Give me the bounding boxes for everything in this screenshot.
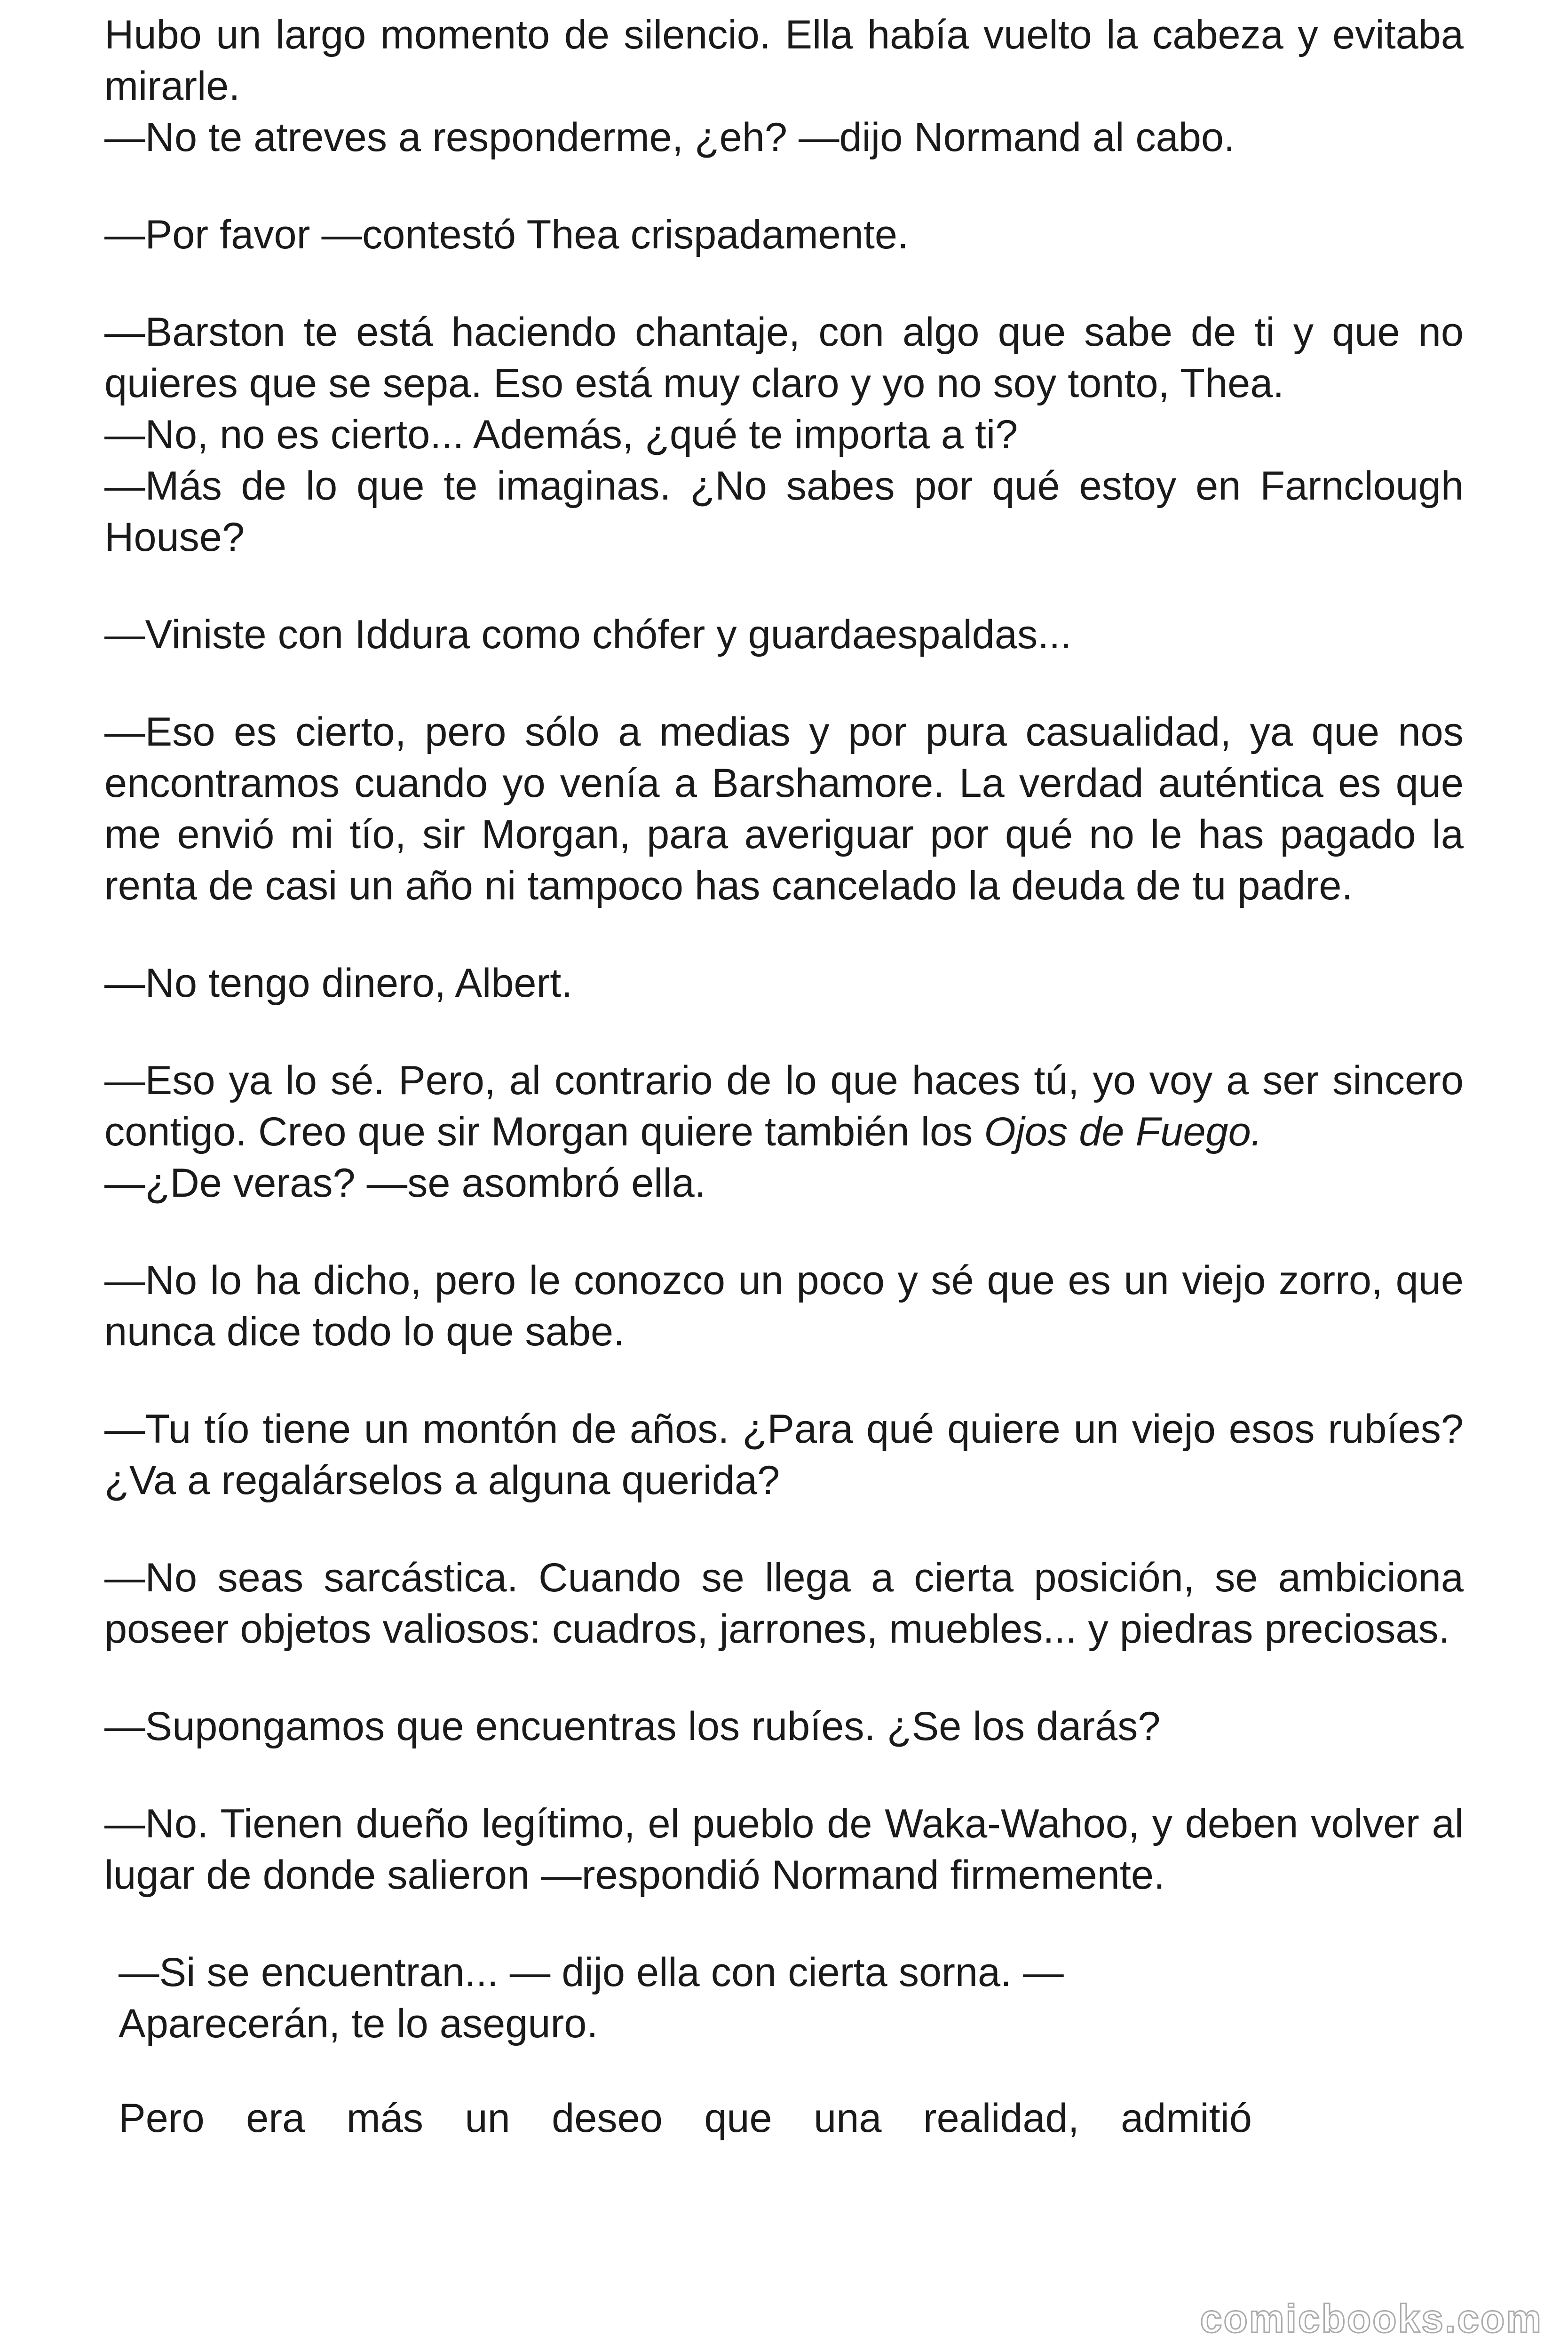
paragraph-4: —Barston te está haciendo chantaje, con algo que sabe de ti y que no quieres que se sepa. Eso está muy claro y yo no soy tonto, Thea. <box>104 310 1464 406</box>
watermark-logo: comicbooks.com <box>1200 2296 1543 2341</box>
paragraph-7: —Viniste con Iddura como chófer y guardaespaldas... <box>104 612 1072 657</box>
paragraph-11: —¿De veras? —se asombró ella. <box>104 1160 706 1206</box>
paragraph-13: —Tu tío tiene un montón de años. ¿Para qué quiere un viejo esos rubíes? ¿Va a regalárselos a alguna querida? <box>104 1406 1464 1503</box>
paragraph-14: —No seas sarcástica. Cuando se llega a cierta posición, se ambiciona poseer objetos valiosos: cuadros, jarrones, muebles... y piedras preciosas. <box>104 1555 1464 1652</box>
paragraph-5: —No, no es cierto... Además, ¿qué te importa a ti? <box>104 412 1018 457</box>
paragraph-18: Pero era más un deseo que una realidad, admitió <box>119 2096 1252 2141</box>
text-column <box>104 9 1464 2144</box>
paragraph-1: Hubo un largo momento de silencio. Ella había vuelto la cabeza y evitaba mirarle. <box>104 12 1464 109</box>
paragraph-12: —No lo ha dicho, pero le conozco un poco y sé que es un viejo zorro, que nunca dice todo lo que sabe. <box>104 1258 1464 1354</box>
paragraph-15: —Supongamos que encuentras los rubíes. ¿Se los darás? <box>104 1704 1161 1749</box>
paragraph-9: —No tengo dinero, Albert. <box>104 961 573 1006</box>
paragraph-3: —Por favor —contestó Thea crispadamente. <box>104 212 909 257</box>
paragraph-10-text: —Eso ya lo sé. Pero, al contrario de lo que haces tú, yo voy a ser sincero contigo. Creo que sir Morgan quiere también los <box>104 1058 1464 1154</box>
paragraph-6: —Más de lo que te imaginas. ¿No sabes por qué estoy en Farnclough House? <box>104 463 1464 560</box>
paragraph-2: —No te atreves a responderme, ¿eh? —dijo Normand al cabo. <box>104 115 1235 160</box>
paragraph-8: —Eso es cierto, pero sólo a medias y por pura casualidad, ya que nos encontramos cuando yo venía a Barshamore. La verdad auténtica es que me envió mi tío, sir Morgan, para averiguar por qué no le has pagado la renta de casi un año ni tampoco has cancelado la deuda de tu padre. <box>104 709 1464 908</box>
paragraph-17: —Si se encuentran... — dijo ella con cierta sorna. — Aparecerán, te lo aseguro. <box>119 1950 1064 2046</box>
paragraph-16: —No. Tienen dueño legítimo, el pueblo de Waka-Wahoo, y deben volver al lugar de donde salieron —respondió Normand firmemente. <box>104 1801 1464 1898</box>
paragraph-10 <box>104 1055 1464 1158</box>
paragraph-10-italic: Ojos de Fuego. <box>984 1109 1262 1154</box>
